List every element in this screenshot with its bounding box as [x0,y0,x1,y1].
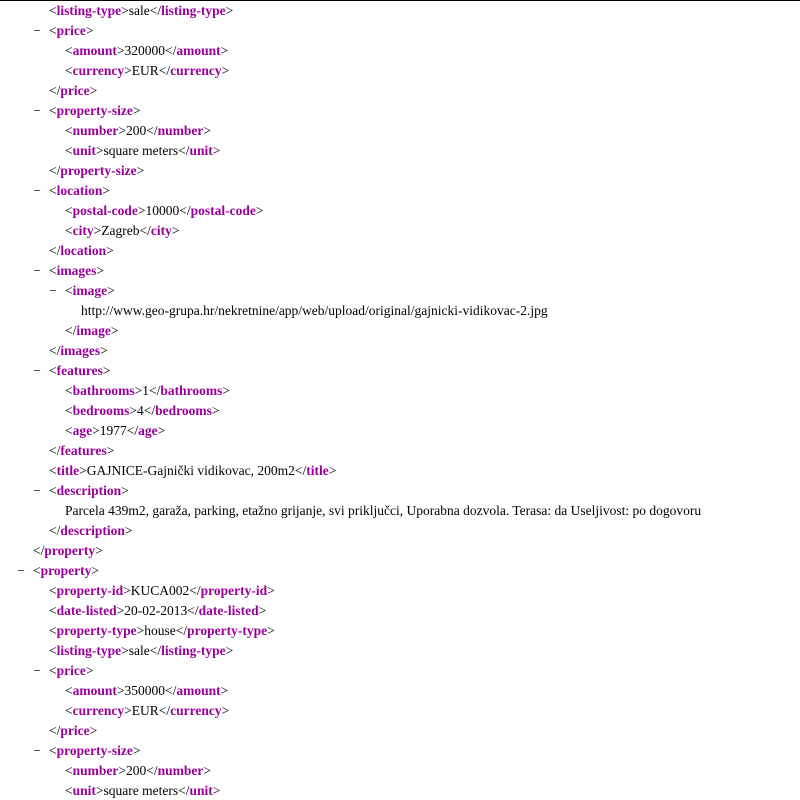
tag-bracket: </ [33,543,45,558]
tag-bracket: < [49,3,57,18]
tag-name: postal-code [72,203,138,218]
tag-bracket: < [49,263,57,278]
tag-bracket: > [132,743,141,758]
tag-bracket: > [220,43,229,58]
tag-name: unit [189,783,213,798]
tag-bracket: </ [139,223,151,238]
tag-bracket: > [221,703,230,718]
tag-bracket: </ [158,63,171,78]
tag-name: postal-code [190,203,256,218]
tag-name: number [157,763,204,778]
tag-name: features [60,443,107,458]
tag-bracket: > [110,323,119,338]
collapse-toggle-icon[interactable]: − [49,283,57,298]
tag-bracket: </ [65,323,77,338]
tag-name: location [60,243,107,258]
tag-name: listing-type [56,3,122,18]
tag-bracket: > [222,383,231,398]
tag-name: description [56,483,122,498]
element-text: 320000 [124,43,166,58]
element-text: square meters [103,143,179,158]
tag-bracket: < [49,603,57,618]
tag-bracket: < [65,703,73,718]
tag-bracket: > [203,123,212,138]
tag-bracket: < [65,223,73,238]
tag-bracket: </ [49,523,61,538]
tag-bracket: < [65,683,73,698]
tag-bracket: < [49,483,57,498]
tag-bracket: > [106,443,115,458]
tag-bracket: > [211,403,220,418]
tag-name: city [72,223,94,238]
tag-name: currency [170,63,222,78]
tag-bracket: </ [158,703,171,718]
collapse-toggle-icon[interactable]: − [33,263,41,278]
tag-bracket: > [116,683,125,698]
tag-name: property-size [56,103,133,118]
tag-bracket: </ [149,383,161,398]
tag-bracket: </ [146,763,158,778]
tag-name: property [44,543,96,558]
tag-name: listing-type [161,643,226,658]
tag-bracket: </ [49,343,61,358]
element-text: 350000 [124,683,166,698]
element-text: Parcela 439m2, garaža, parking, etažno grijanje, svi priključci, Uporabna dozvola. Terasa: da Useljivost: po dogovoru [65,503,702,518]
tag-bracket: > [267,583,275,598]
tag-bracket: > [255,203,264,218]
tag-bracket: > [107,283,115,298]
tag-name: date-listed [198,603,259,618]
tag-bracket: < [65,383,73,398]
tag-bracket: > [121,3,129,18]
tag-name: price [56,663,86,678]
element-text: 4 [137,403,144,418]
tag-bracket: </ [178,783,190,798]
tag-bracket: > [102,363,111,378]
tag-name: listing-type [161,3,226,18]
tag-bracket: </ [187,603,199,618]
element-text: house [144,623,176,638]
tag-bracket: > [136,163,145,178]
tag-bracket: </ [165,683,177,698]
tag-bracket: < [49,103,57,118]
tag-name: features [56,363,103,378]
element-text: EUR [131,703,159,718]
tag-name: date-listed [56,603,117,618]
tag-bracket: > [121,483,129,498]
tag-name: number [72,123,119,138]
tag-bracket: > [106,243,114,258]
tag-bracket: > [258,603,267,618]
tag-name: image [76,323,111,338]
tag-bracket: </ [175,623,188,638]
tag-name: currency [72,703,125,718]
tag-bracket: < [65,63,73,78]
tag-bracket: > [137,203,146,218]
tag-bracket: < [65,203,73,218]
tag-bracket: </ [49,83,61,98]
tag-bracket: </ [143,403,156,418]
tag-bracket: > [85,23,94,38]
tag-bracket: > [134,383,143,398]
element-text: 200 [126,123,147,138]
tag-name: description [60,523,125,538]
tag-bracket: </ [126,423,139,438]
tag-name: listing-type [56,643,122,658]
tag-name: amount [72,43,117,58]
tag-bracket: > [225,643,234,658]
tag-name: age [72,423,93,438]
tag-bracket: < [49,743,57,758]
tag-bracket: < [49,23,57,38]
tag-bracket: > [157,423,166,438]
tag-name: property-size [60,163,137,178]
tag-bracket: > [124,63,132,78]
tag-name: bedrooms [155,403,212,418]
tag-name: age [138,423,158,438]
tag-bracket: > [116,43,125,58]
tag-name: price [60,83,90,98]
tag-bracket: > [102,183,110,198]
element-text: sale [128,643,150,658]
tag-bracket: > [136,623,145,638]
tag-bracket: </ [178,143,190,158]
tag-bracket: < [65,423,73,438]
tag-bracket: > [124,703,132,718]
tag-bracket: > [220,683,229,698]
collapse-toggle-icon[interactable]: − [33,183,41,198]
tag-bracket: </ [294,463,307,478]
tag-name: images [56,263,97,278]
tag-bracket: > [79,463,87,478]
tag-bracket: > [100,343,108,358]
tag-name: images [60,343,101,358]
tag-bracket: < [65,123,73,138]
tag-name: city [150,223,172,238]
tag-bracket: > [129,403,138,418]
tag-bracket: </ [49,723,61,738]
tag-name: bathrooms [160,383,223,398]
tag-name: property [40,563,92,578]
tag-bracket: > [89,83,98,98]
tag-bracket: > [212,143,221,158]
element-text: 10000 [145,203,180,218]
tag-name: bathrooms [72,383,135,398]
element-text: 20-02-2013 [124,603,188,618]
tag-bracket: > [85,663,94,678]
tag-bracket: </ [179,203,191,218]
tag-bracket: > [212,783,221,798]
tag-bracket: < [65,43,73,58]
tag-name: bedrooms [72,403,130,418]
tag-bracket: > [124,523,133,538]
collapse-toggle-icon[interactable]: − [33,363,41,378]
element-text: http://www.geo-grupa.hr/nekretnine/app/web/upload/original/gajnicki-vidikovac-2.jpg [81,303,548,318]
tag-name: currency [72,63,125,78]
tag-bracket: </ [49,243,61,258]
tag-bracket: < [49,663,57,678]
tag-bracket: < [65,763,73,778]
element-text: EUR [131,63,159,78]
tag-name: price [60,723,90,738]
tag-bracket: </ [165,43,177,58]
tag-bracket: < [65,403,73,418]
tag-bracket: > [221,63,230,78]
tag-name: price [56,23,86,38]
tag-name: currency [170,703,222,718]
tag-bracket: > [203,763,212,778]
tag-bracket: > [89,723,98,738]
tag-bracket: > [116,603,125,618]
tag-bracket: > [92,423,100,438]
tag-bracket: < [49,363,57,378]
tag-bracket: </ [146,123,158,138]
tag-name: amount [72,683,117,698]
element-text: 1 [142,383,150,398]
tag-bracket: </ [149,3,162,18]
tag-bracket: < [65,783,73,798]
element-text: GAJNICE-Gajnički vidikovac, 200m2 [86,463,295,478]
tag-bracket: > [95,143,104,158]
tag-bracket: > [118,763,127,778]
tag-bracket: > [93,223,102,238]
tag-bracket: < [65,283,73,298]
collapse-toggle-icon[interactable]: − [33,23,41,38]
tag-bracket: </ [49,443,61,458]
collapse-toggle-icon[interactable]: − [33,483,41,498]
tag-bracket: < [49,463,57,478]
tag-bracket: > [171,223,180,238]
tag-bracket: < [33,563,41,578]
tag-name: amount [176,683,221,698]
tag-bracket: > [132,103,141,118]
tag-bracket: > [225,3,234,18]
tag-bracket: </ [189,583,201,598]
tag-bracket: > [95,783,104,798]
tag-name: property-id [56,583,124,598]
element-text: sale [128,3,150,18]
tag-name: unit [189,143,213,158]
tag-name: title [56,463,80,478]
tag-name: image [72,283,108,298]
tag-bracket: > [95,543,103,558]
element-text: Zagreb [101,223,140,238]
tag-bracket: > [328,463,337,478]
tag-name: unit [72,143,96,158]
collapse-toggle-icon[interactable]: − [17,563,25,578]
element-text: square meters [103,783,179,798]
tag-bracket: > [91,563,99,578]
tag-bracket: </ [49,163,61,178]
tag-bracket: > [118,123,127,138]
tag-name: number [72,763,119,778]
tag-name: title [306,463,329,478]
tag-name: property-id [200,583,268,598]
collapse-toggle-icon[interactable]: − [33,663,41,678]
tag-bracket: </ [149,643,162,658]
tag-bracket: > [267,623,275,638]
tag-name: property-size [56,743,133,758]
tag-name: property-type [187,623,268,638]
element-text: 200 [126,763,147,778]
tag-name: unit [72,783,96,798]
tag-bracket: > [121,643,129,658]
tag-name: property-type [56,623,137,638]
element-text: 1977 [99,423,127,438]
tag-name: amount [176,43,221,58]
tag-bracket: < [49,623,57,638]
tag-bracket: > [96,263,104,278]
tag-bracket: < [49,643,57,658]
element-text: KUCA002 [130,583,190,598]
collapse-toggle-icon[interactable]: − [33,103,41,118]
tag-name: location [56,183,103,198]
collapse-toggle-icon[interactable]: − [33,743,41,758]
tag-bracket: < [65,143,73,158]
tag-bracket: < [49,183,57,198]
tag-bracket: < [49,583,57,598]
tag-bracket: > [123,583,131,598]
tag-name: number [157,123,204,138]
